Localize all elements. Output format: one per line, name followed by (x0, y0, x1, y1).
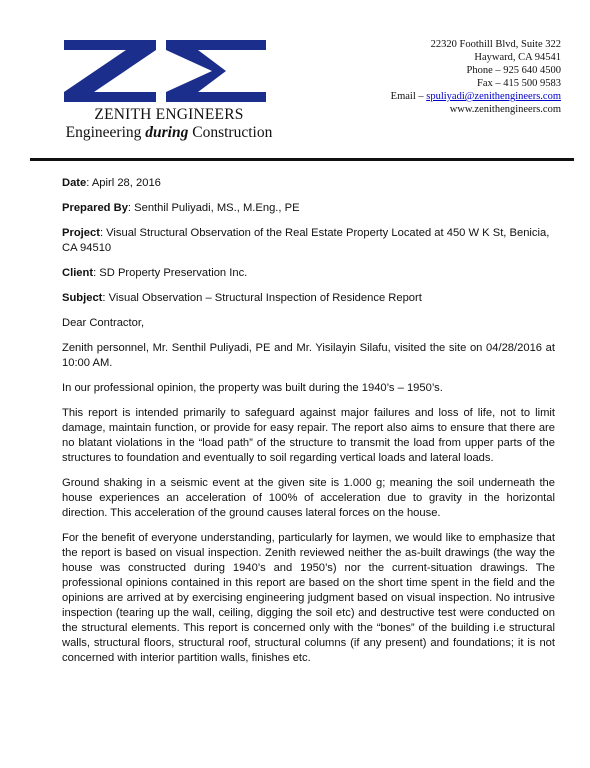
email-line (391, 90, 561, 103)
client-line (62, 266, 555, 281)
subject-line (62, 291, 555, 306)
paragraph-intent: This report is intended primarily to safeguard against major failures and loss of life, not to limit damage, maintain function, or provide for easy repair. The report also aims to ensure that there are no blatant violations in the “load path” of the structure to transmit the load from upper parts of the structures to foundation and eventually to soil regarding vertical loads and lateral loads. (62, 407, 555, 464)
tagline-end: Construction (188, 124, 273, 141)
email-label: Email – (390, 91, 427, 102)
salutation: Dear Contractor, (62, 317, 145, 329)
tagline-start: Engineering (65, 124, 146, 141)
contact-block (391, 38, 561, 116)
subject-label: Subject (62, 292, 103, 304)
email-link[interactable]: spuliyadi@zenithengineers.com (426, 91, 561, 102)
logo-sigma-shape (166, 40, 266, 102)
subject-value: : Visual Observation – Structural Inspection of Residence Report (102, 292, 422, 304)
paragraph-built-era: In our professional opinion, the property was built during the 1940’s – 1950’s. (62, 382, 443, 394)
prepared-label: Prepared By (62, 202, 128, 214)
project-line (62, 226, 555, 256)
paragraph-scope: For the benefit of everyone understanding, particularly for laymen, we would like to emphasize that the report is based on visual inspection. Zenith reviewed neither the as-built drawings (the way the house was constructed during 1940’s and 1950’s) nor the current-situation drawings. The professional opinions contained in this report are based on the short time spent in the field and the opinions are arrived at by exercising engineering judgment based on visual inspection. No intrusive inspection (tearing up the wall, ceiling, digging the soil etc) and destructive test were conducted on the structural elements. This report is concerned only with the “bones” of the building i.e structural walls, structural floors, structural roof, structural columns (if any present) and foundations; it is not concerned with interior partition walls, finishes etc. (62, 532, 555, 664)
tagline-emphasis: during (145, 124, 189, 141)
project-value: : Visual Structural Observation of the Real Estate Property Located at 450 W K St, Benicia, CA 94510 (62, 227, 550, 254)
company-block (64, 106, 274, 142)
website-line: www.zenithengineers.com (449, 104, 561, 115)
header-divider (30, 158, 574, 161)
paragraph-visit: Zenith personnel, Mr. Senthil Puliyadi, PE and Mr. Yisilayin Silafu, visited the site on 04/28/2016 at 10:00 AM. (62, 342, 555, 369)
paragraph-seismic: Ground shaking in a seismic event at the given site is 1.000 g; meaning the soil underneath the house experiences an acceleration of 100% of acceleration due to gravity in the horizontal direction. This acceleration of the ground causes lateral forces on the house. (62, 477, 555, 519)
prepared-value: : Senthil Puliyadi, MS., M.Eng., PE (127, 202, 300, 214)
company-name: ZENITH ENGINEERS (94, 106, 244, 123)
prepared-by-line (62, 201, 555, 216)
address-line-1: 22320 Foothill Blvd, Suite 322 (430, 39, 561, 50)
fax-line: Fax – 415 500 9583 (477, 78, 561, 89)
date-value: : Apirl 28, 2016 (86, 177, 161, 189)
client-label: Client (62, 267, 94, 279)
project-label: Project (62, 227, 100, 239)
address-line-2: Hayward, CA 94541 (474, 52, 561, 63)
company-tagline (64, 124, 274, 142)
logo-z-shape (64, 40, 156, 102)
date-label: Date (62, 177, 87, 189)
letter-body (62, 176, 555, 676)
client-value: : SD Property Preservation Inc. (93, 267, 248, 279)
zenith-logo (60, 40, 270, 102)
date-line (62, 176, 555, 191)
phone-line: Phone – 925 640 4500 (466, 65, 561, 76)
